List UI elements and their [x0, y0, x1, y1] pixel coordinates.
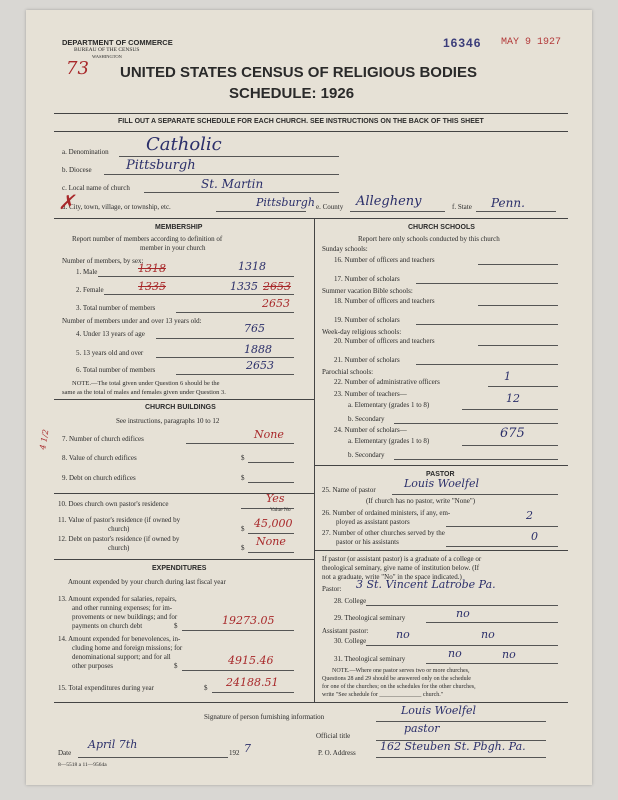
form-title: UNITED STATES CENSUS OF RELIGIOUS BODIES	[120, 64, 477, 81]
scholars-elementary-value: 675	[500, 426, 525, 441]
summer-officers-label: 18. Number of officers and teachers	[334, 297, 435, 305]
residence-value-label-2: church)	[108, 525, 130, 533]
under-13-label: 4. Under 13 years of age	[76, 330, 145, 338]
column-divider	[314, 218, 315, 702]
pastor-note-2: Questions 28 and 29 should be answered only on the schedule	[322, 676, 471, 682]
other-churches-field-line	[446, 546, 558, 547]
pastor-seminary-value: no	[456, 607, 470, 620]
expenditures-subheading: Amount expended by your church during last fiscal year	[68, 578, 226, 586]
local-church-value: St. Martin	[201, 177, 264, 191]
sunday-officers-field-line	[478, 264, 558, 265]
under-13-field-line	[156, 338, 294, 339]
teachers-elementary-label: a. Elementary (grades 1 to 8)	[348, 401, 430, 409]
pastor-seminary-field-line	[426, 622, 558, 623]
by-sex-label: Number of members, by sex:	[62, 257, 144, 265]
residence-debt-field-line	[248, 552, 294, 553]
edifice-debt-field-line	[248, 482, 294, 483]
membership-heading: MEMBERSHIP	[155, 224, 203, 231]
church-edifices-label: 7. Number of church edifices	[62, 435, 144, 443]
teachers-secondary-label: b. Secondary	[348, 415, 385, 423]
divider	[54, 113, 568, 114]
weekday-officers-field-line	[478, 345, 558, 346]
diocese-value: Pittsburgh	[126, 158, 196, 173]
benevolences-label-4: other purposes	[72, 662, 114, 670]
assistant-college-value: no	[396, 628, 410, 641]
running-expenses-field-line	[182, 630, 294, 631]
buildings-heading: CHURCH BUILDINGS	[145, 404, 216, 411]
under-over-label: Number of members under and over 13 years old:	[62, 317, 202, 325]
weekday-officers-label: 20. Number of officers and teachers	[334, 337, 435, 345]
over-13-label: 5. 13 years old and over	[76, 349, 144, 357]
official-title-value: pastor	[404, 722, 440, 735]
received-date-stamp: MAY 9 1927	[501, 37, 562, 48]
buildings-subheading: See instructions, paragraphs 10 to 12	[116, 417, 220, 425]
assistant-seminary-value-2: no	[502, 648, 516, 661]
assistant-seminary-value: no	[448, 647, 462, 660]
running-expenses-label-3: provements or new buildings; and for	[72, 613, 178, 621]
denomination-value: Catholic	[146, 134, 222, 155]
dollar-sign: $	[174, 622, 178, 630]
church-edifices-field-line	[186, 443, 294, 444]
divider	[54, 399, 314, 400]
assistant-count-value: 2	[526, 509, 533, 522]
denomination-label: a. Denomination	[62, 148, 109, 156]
year-value: 7	[244, 742, 251, 755]
diocese-field-line	[104, 174, 339, 175]
church-edifices-value: None	[254, 428, 284, 441]
residence-debt-value: None	[256, 535, 286, 548]
state-field-line	[476, 211, 556, 212]
female-struck-value: 1335	[138, 280, 166, 293]
county-value: Allegheny	[356, 194, 422, 209]
denomination-field-line	[119, 156, 339, 157]
teachers-elementary-value: 12	[506, 392, 520, 405]
under-13-value: 765	[244, 322, 265, 335]
admin-officers-label: 22. Number of administrative officers	[334, 378, 440, 386]
margin-x-mark: ✗	[58, 190, 75, 214]
residence-debt-label-2: church)	[108, 544, 130, 552]
female-value: 1335	[230, 280, 258, 293]
teachers-label: 23. Number of teachers—	[334, 390, 407, 398]
teachers-secondary-field-line	[394, 423, 558, 424]
date-field-line	[78, 757, 228, 758]
divider	[54, 702, 568, 703]
pastor-none-note: (If church has no pastor, write "None")	[366, 497, 476, 505]
running-expenses-label-1: 13. Amount expended for salaries, repairs,	[58, 595, 177, 603]
total-members-6-label: 6. Total number of members	[76, 366, 156, 374]
over-13-value: 1888	[244, 343, 272, 356]
other-churches-label-2: pastor or his assistants	[336, 538, 399, 546]
date-value: April 7th	[88, 738, 138, 751]
sunday-scholars-label: 17. Number of scholars	[334, 275, 400, 283]
pastor-note-3: for one of the churches; on the schedules for the other churches,	[322, 684, 476, 690]
total-expenditures-label: 15. Total expenditures during year	[58, 684, 154, 692]
female-extra-value: 2653	[263, 280, 291, 293]
pastor-sub-label: Pastor:	[322, 585, 342, 593]
weekday-scholars-field-line	[416, 364, 558, 365]
po-address-value: 162 Steuben St. Pbgh. Pa.	[380, 740, 526, 753]
assistant-count-label-2: ployed as assistant pastors	[336, 518, 410, 526]
summer-scholars-label: 19. Number of scholars	[334, 316, 400, 324]
residence-value-label-1: 11. Value of pastor's residence (if owned by	[58, 516, 181, 524]
other-churches-label-1: 27. Number of other churches served by the	[322, 529, 445, 537]
sunday-officers-label: 16. Number of officers and teachers	[334, 256, 435, 264]
signature-value: Louis Woelfel	[401, 704, 476, 717]
pastor-heading: PASTOR	[426, 471, 455, 478]
owns-residence-label: 10. Does church own pastor's residence	[58, 500, 169, 508]
assistant-college-label: 30. College	[334, 637, 367, 645]
state-label: f. State	[452, 203, 472, 211]
weekday-schools-label: Week-day religious schools:	[322, 328, 402, 336]
running-expenses-label-4: payments on church debt	[72, 622, 143, 630]
total-members-value: 2653	[262, 297, 290, 310]
total-members-6-field-line	[176, 374, 294, 375]
male-field-line	[98, 276, 294, 277]
schools-intro: Report here only schools conducted by this church	[358, 235, 500, 243]
county-label: e. County	[316, 203, 344, 211]
assistant-college-field-line	[366, 645, 558, 646]
membership-note-2: same as the total of males and females given under Question 3.	[62, 389, 226, 396]
scholars-elementary-label: a. Elementary (grades 1 to 8)	[348, 437, 430, 445]
local-church-label: c. Local name of church	[62, 184, 130, 192]
edifice-value-field-line	[248, 462, 294, 463]
total-members-6-value: 2653	[246, 359, 274, 372]
benevolences-label-3: denominational support; and for all	[72, 653, 171, 661]
pastor-college-field-line	[366, 605, 558, 606]
male-label: 1. Male	[76, 268, 98, 276]
residence-value-field-line	[248, 533, 294, 534]
graduate-note-3: not a graduate, write "No" in the space indicated.)	[322, 573, 462, 581]
admin-officers-value: 1	[504, 370, 511, 383]
form-subtitle: SCHEDULE: 1926	[229, 85, 355, 102]
total-members-label: 3. Total number of members	[76, 304, 156, 312]
city-value: Pittsburgh	[256, 196, 315, 209]
admin-officers-field-line	[488, 386, 558, 387]
assistant-pastor-label: Assistant pastor:	[322, 627, 369, 635]
sunday-scholars-field-line	[416, 283, 558, 284]
sunday-schools-label: Sunday schools:	[322, 245, 368, 253]
scholars-secondary-label: b. Secondary	[348, 451, 385, 459]
po-address-label: P. O. Address	[318, 749, 356, 757]
weekday-scholars-label: 21. Number of scholars	[334, 356, 400, 364]
pastor-name-label: 25. Name of pastor	[322, 486, 376, 494]
signature-label: Signature of person furnishing information	[204, 713, 325, 721]
male-struck-value: 1318	[138, 262, 166, 275]
residence-debt-label-1: 12. Debt on pastor's residence (if owned by	[58, 535, 180, 543]
scholars-label: 24. Number of scholars—	[334, 426, 407, 434]
divider	[54, 559, 314, 560]
scholars-secondary-field-line	[394, 459, 558, 460]
benevolences-label-2: cluding home and foreign missions; for	[72, 644, 183, 652]
department-name: DEPARTMENT OF COMMERCE	[62, 38, 173, 47]
signature-field-line	[376, 721, 546, 722]
running-expenses-label-2: and other running expenses; for im-	[72, 604, 173, 612]
running-expenses-value: 19273.05	[222, 614, 275, 627]
census-schedule-sheet	[26, 10, 592, 785]
other-churches-value: 0	[531, 530, 538, 543]
pastor-name-field-line	[392, 494, 558, 495]
graduate-note-1: If pastor (or assistant pastor) is a graduate of a college or	[322, 555, 482, 563]
graduate-note-2: theological seminary, give name of institution below. (If	[322, 564, 480, 572]
assistant-college-value-2: no	[481, 628, 495, 641]
county-field-line	[350, 211, 445, 212]
pastor-college-value: 3 St. Vincent Latrobe Pa.	[356, 578, 496, 591]
owns-residence-value: Yes	[266, 492, 285, 505]
dollar-sign: $	[241, 454, 245, 462]
membership-note-1: NOTE.—The total given under Question 6 should be the	[72, 380, 220, 387]
state-value: Penn.	[491, 196, 525, 210]
date-label: Date	[58, 749, 72, 757]
diocese-label: b. Diocese	[62, 166, 92, 174]
male-value: 1318	[238, 260, 266, 273]
expenditures-heading: EXPENDITURES	[152, 565, 207, 572]
benevolences-value: 4915.46	[228, 654, 274, 667]
teachers-elementary-field-line	[462, 409, 558, 410]
divider	[314, 465, 568, 466]
scholars-elementary-field-line	[462, 445, 558, 446]
po-address-field-line	[376, 757, 546, 758]
dollar-sign: $	[241, 525, 245, 533]
parochial-schools-label: Parochial schools:	[322, 368, 374, 376]
dollar-sign: $	[241, 544, 245, 552]
summer-scholars-field-line	[416, 324, 558, 325]
assistant-count-field-line	[446, 526, 558, 527]
pastor-note-4: write "See schedule for ______________ church."	[322, 692, 444, 698]
membership-intro-2: member in your church	[140, 244, 206, 252]
assistant-seminary-label: 31. Theological seminary	[334, 655, 406, 663]
city-field-line	[216, 211, 306, 212]
divider	[54, 131, 568, 132]
total-expenditures-field-line	[212, 692, 294, 693]
value-no-note: Value No	[270, 507, 291, 513]
bureau-name: BUREAU OF THE CENSUS	[74, 47, 140, 53]
assistant-count-label-1: 26. Number of ordained ministers, if any, em-	[322, 509, 451, 517]
total-expenditures-value: 24188.51	[226, 676, 279, 689]
city-name: WASHINGTON	[92, 54, 122, 59]
city-label: d. City, town, village, or township, etc.	[62, 203, 171, 211]
year-prefix: 192	[229, 749, 240, 757]
membership-intro-1: Report number of members according to definition of	[72, 235, 223, 243]
summer-schools-label: Summer vacation Bible schools:	[322, 287, 413, 295]
pastor-note-1: NOTE.—Where one pastor serves two or more churches,	[332, 668, 470, 674]
margin-number: 73	[66, 58, 89, 79]
serial-number: 16346	[443, 36, 482, 50]
summer-officers-field-line	[478, 305, 558, 306]
pastor-college-label: 28. College	[334, 597, 367, 605]
pastor-seminary-label: 29. Theological seminary	[334, 614, 406, 622]
pastor-name-value: Louis Woelfel	[404, 477, 479, 490]
dollar-sign: $	[241, 474, 245, 482]
female-field-line	[104, 294, 294, 295]
schools-heading: CHURCH SCHOOLS	[408, 224, 475, 231]
edifice-value-label: 8. Value of church edifices	[62, 454, 137, 462]
residence-value: 45,000	[254, 517, 293, 530]
local-church-field-line	[144, 192, 339, 193]
divider	[54, 218, 568, 219]
over-13-field-line	[156, 357, 294, 358]
dollar-sign: $	[174, 662, 178, 670]
benevolences-label-1: 14. Amount expended for benevolences, in-	[58, 635, 181, 643]
female-label: 2. Female	[76, 286, 104, 294]
instruction-line: FILL OUT A SEPARATE SCHEDULE FOR EACH CHURCH. SEE INSTRUCTIONS ON THE BACK OF THIS SHEET	[118, 118, 484, 125]
assistant-seminary-field-line	[426, 663, 558, 664]
total-members-field-line	[176, 312, 294, 313]
form-number: 8—5518 a 11—9564a	[58, 762, 107, 768]
buildings-margin-note: 4 1/2	[38, 428, 51, 451]
benevolences-field-line	[182, 670, 294, 671]
edifice-debt-label: 9. Debt on church edifices	[62, 474, 136, 482]
dollar-sign: $	[204, 684, 208, 692]
official-title-label: Official title	[316, 732, 351, 740]
divider	[314, 550, 568, 551]
